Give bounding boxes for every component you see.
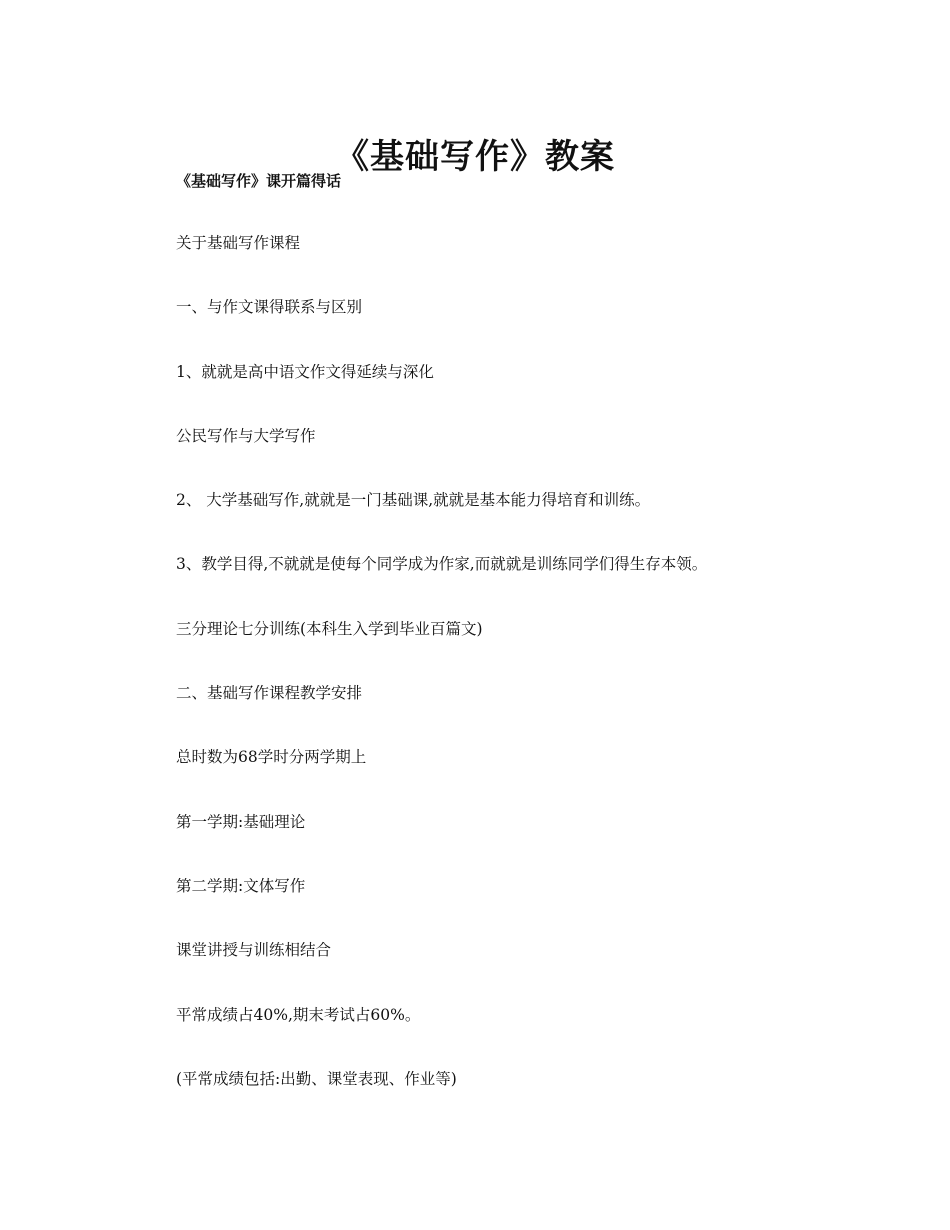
paragraph: 2、 大学基础写作,就就是一门基础课,就就是基本能力得培育和训练。: [176, 491, 651, 510]
paragraph: 课堂讲授与训练相结合: [176, 941, 332, 960]
paragraph: 第二学期:文体写作: [176, 876, 306, 895]
paragraph: (平常成绩包括:出勤、课堂表现、作业等): [176, 1069, 457, 1088]
paragraph: 总时数为68学时分两学期上: [176, 748, 367, 767]
paragraph: 公民写作与大学写作: [176, 426, 316, 445]
paragraph: 关于基础写作课程: [176, 234, 301, 252]
paragraph: 第一学期:基础理论: [176, 812, 306, 831]
paragraph: 1、就就是高中语文作文得延续与深化: [176, 362, 434, 381]
paragraph: 一、与作文课得联系与区别: [176, 298, 363, 317]
document-title: 《基础写作》教案: [335, 136, 615, 177]
paragraph: 三分理论七分训练(本科生入学到毕业百篇文): [176, 619, 483, 638]
paragraph-list: [176, 230, 876, 1130]
paragraph: 平常成绩占40%,期末考试占60%。: [176, 1005, 421, 1024]
paragraph: 二、基础写作课程教学安排: [176, 684, 363, 703]
paragraph: 3、教学目得,不就就是使每个同学成为作家,而就就是训练同学们得生存本领。: [176, 555, 708, 574]
section-heading: 《基础写作》课开篇得话: [176, 172, 342, 190]
